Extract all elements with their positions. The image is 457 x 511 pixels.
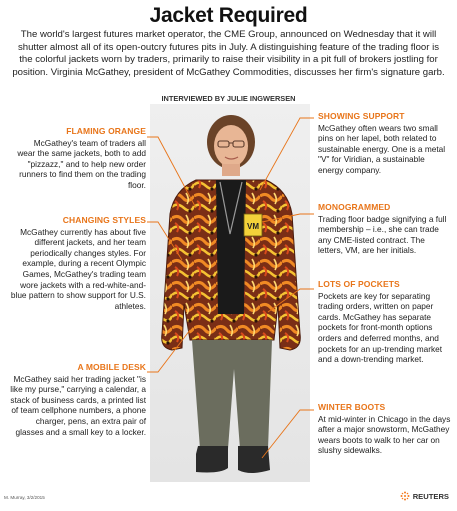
section-heading: SHOWING SUPPORT [318,111,405,121]
section-heading: MONOGRAMMED [318,202,391,212]
section-body: McGathey said her trading jacket "is like my purse," carrying a calendar, a stack of business cards, a printed list of team cellphone numbers, a phone charger, pens, an extra pair of glasses and a small key to a locker. [10,373,146,437]
section-showing-support [318,111,452,176]
badge-initials: VM [247,222,259,231]
section-changing-styles [10,215,146,311]
section-heading: CHANGING STYLES [62,215,146,225]
leader-changing-styles [147,222,182,260]
section-body: McGathey often wears two small pins on her lapel, both related to sustainable energy. One is a metal "V" for Viridian, a sustainable energy company. [318,122,446,175]
reuters-dots-icon [400,491,410,501]
section-lots-of-pockets [318,279,452,365]
section-winter-boots [318,402,452,456]
section-heading: A MOBILE DESK [77,362,146,372]
section-body: At mid-winter in Chicago in the days after a major snowstorm, McGathey wears boots to walk to her car on slushy sidewalks. [318,413,451,456]
section-heading: WINTER BOOTS [318,402,386,412]
reuters-wordmark: REUTERS [412,491,449,501]
section-monogrammed [318,202,452,256]
section-body: Pockets are key for separating trading orders, written on paper cards. McGathey has separate pockets for front-month options orders and deferred months, and pockets for an up-trending market and a down-trending market. [318,290,443,365]
section-body: McGathey's team of traders all wear the same jackets, both to add "pizzazz," and to help new order runners to find them on the trading floor. [17,137,146,190]
section-heading: FLAMING ORANGE [66,126,146,136]
leader-mobile-desk [147,330,190,372]
section-body: McGathey currently has about five different jackets, and her team periodically changes styles. For example, during a recent Olympic Games, McGathey's trading team wore jackets with a red-white-and-blue pattern to show support for U.S. athletes. [10,226,146,311]
leader-showing-support [260,118,314,190]
section-heading: LOTS OF POCKETS [318,279,400,289]
reuters-logo [400,491,449,501]
leader-winter-boots [262,410,314,458]
section-body: Trading floor badge signifying a full membership – i.e., she can trade any CME-listed contract. The letters, VM, are her initials. [318,213,447,256]
graphic-credit: M. Murray, 3/2/2015 [4,495,45,500]
byline: INTERVIEWED BY JULIE INGWERSEN [161,94,296,103]
section-mobile-desk [10,362,146,437]
leader-monogrammed [262,214,314,222]
intro-paragraph: The world's largest futures market operator, the CME Group, announced on Wednesday that it will shutter almost all of its open-outcry futures pits in July. A distinguishing feature of the trading floor is the colorful jackets worn by traders, primarily to raise their visibility in a pit full of brokers jostling for position. Virginia McGathey, president of McGathey Commodities, discusses her firm's signature garb. [12,29,445,78]
section-flaming-orange [14,126,146,191]
infographic-title: Jacket Required [149,4,308,27]
leader-flaming-orange [147,137,196,208]
leader-lots-of-pockets [268,289,314,312]
